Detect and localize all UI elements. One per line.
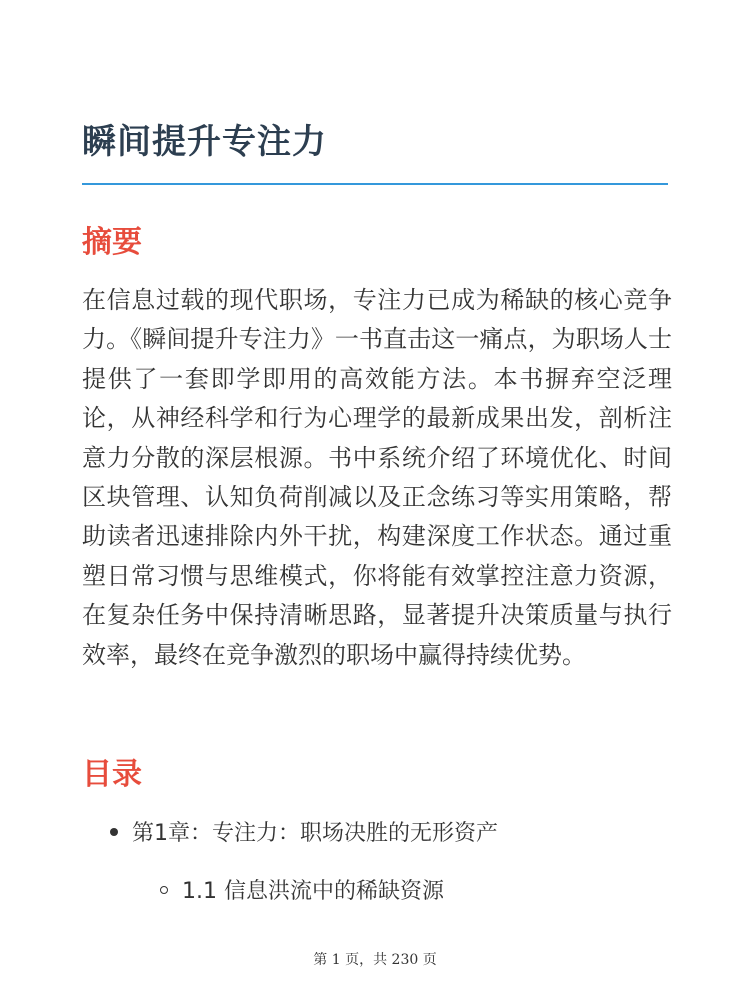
title-divider [82, 183, 668, 185]
abstract-heading: 摘要 [82, 225, 142, 260]
toc-item-section-1-1 [160, 876, 444, 908]
bullet-disc-icon [110, 828, 118, 836]
bullet-circle-icon [160, 886, 168, 894]
toc-item-label: 1.1 信息洪流中的稀缺资源 [182, 879, 444, 904]
page-footer: 第 1 页，共 230 页 [313, 952, 437, 968]
toc-heading: 目录 [82, 757, 142, 792]
abstract-paragraph: 在信息过载的现代职场，专注力已成为稀缺的核心竞争力。《瞬间提升专注力》一书直击这一痛点，为职场人士提供了一套即学即用的高效能方法。本书摒弃空泛理论，从神经科学和行为心理学的最新成果出发，剖析注意力分散的深层根源。书中系统介绍了环境优化、时间区块管理、认知负荷削减以及正念练习等实用策略，帮助读者迅速排除内外干扰，构建深度工作状态。通过重塑日常习惯与思维模式，你将能有效掌控注意力资源，在复杂任务中保持清晰思路，显著提升决策质量与执行效率，最终在竞争激烈的职场中赢得持续优势。 [82, 286, 672, 669]
book-title: 瞬间提升专注力 [82, 122, 327, 162]
toc-item-chapter-1 [110, 818, 498, 850]
toc-item-label: 第1章：专注力：职场决胜的无形资产 [132, 821, 498, 846]
